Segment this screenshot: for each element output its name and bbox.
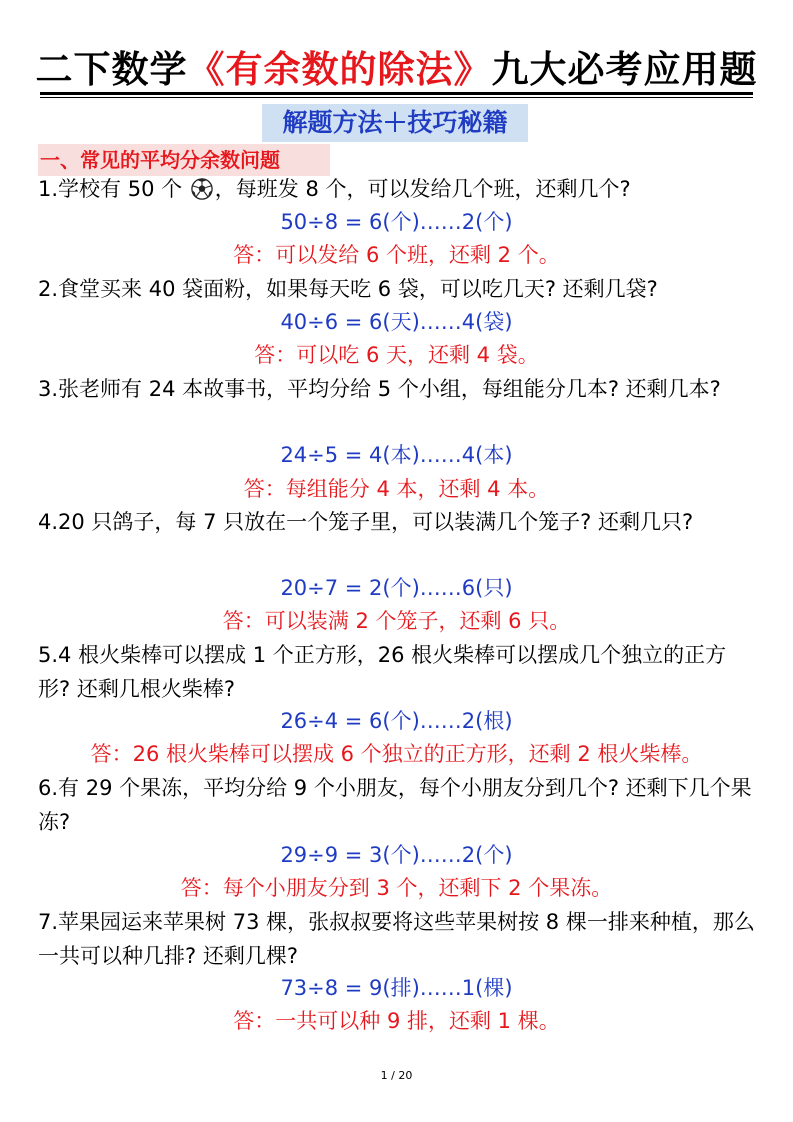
problem-3-question: 3.张老师有 24 本故事书，平均分给 5 个小组，每组能分几本? 还剩几本?	[38, 377, 721, 401]
problem-1-question-start: 1.学校有 50 个	[38, 177, 183, 201]
problem-5-equation: 26÷4 = 6(个)……2(根)	[280, 709, 513, 733]
problem-3-equation: 24÷5 = 4(本)……4(本)	[280, 443, 513, 467]
problem-1-question-end: ，每班发 8 个，可以发给几个班，还剩几个?	[214, 177, 631, 201]
problem-1-answer: 答：可以发给 6 个班，还剩 2 个。	[233, 243, 560, 267]
soccer-ball-icon	[191, 178, 213, 200]
page-title	[0, 48, 793, 92]
problem-7-question: 7.苹果园运来苹果树 73 棵，张叔叔要将这些苹果树按 8 棵一排来种植，那么一共可以种几排? 还剩几棵?	[38, 910, 755, 968]
problem-7-equation: 73÷8 = 9(排)……1(棵)	[280, 976, 513, 1000]
problem-6-equation: 29÷9 = 3(个)……2(个)	[280, 843, 513, 867]
problem-4-question: 4.20 只鸽子，每 7 只放在一个笼子里，可以装满几个笼子? 还剩几只?	[38, 510, 694, 534]
title-highlight: 《有余数的除法》	[187, 48, 492, 91]
title-rule-thick	[40, 92, 753, 95]
problem-5-question: 5.4 根火柴棒可以摆成 1 个正方形，26 根火柴棒可以摆成几个独立的正方形? 还剩几根火柴棒?	[38, 643, 727, 701]
problem-6-question: 6.有 29 个果冻，平均分给 9 个小朋友，每个小朋友分到几个? 还剩下几个果冻?	[38, 776, 752, 834]
title-prefix: 二下数学	[35, 48, 188, 91]
problem-7-answer: 答：一共可以种 9 排，还剩 1 棵。	[233, 1009, 560, 1033]
problem-5-answer: 答：26 根火柴棒可以摆成 6 个独立的正方形，还剩 2 根火柴棒。	[90, 742, 703, 766]
title-suffix: 九大必考应用题	[491, 48, 758, 91]
problem-2-equation: 40÷6 = 6(天)……4(袋)	[280, 310, 513, 334]
problem-1-question	[38, 172, 756, 206]
title-rule-thin	[40, 97, 753, 98]
problem-6-answer: 答：每个小朋友分到 3 个，还剩下 2 个果冻。	[180, 876, 613, 900]
problem-1-equation: 50÷8 = 6(个)……2(个)	[280, 210, 513, 234]
section-heading: 一、常见的平均分余数问题	[38, 144, 330, 176]
problem-4-answer: 答：可以装满 2 个笼子，还剩 6 只。	[222, 609, 571, 633]
problem-2-question: 2.食堂买来 40 袋面粉，如果每天吃 6 袋，可以吃几天? 还剩几袋?	[38, 277, 658, 301]
subtitle: 解题方法＋技巧秘籍	[262, 104, 528, 142]
problem-2-answer: 答：可以吃 6 天，还剩 4 袋。	[254, 343, 539, 367]
problem-4-equation: 20÷7 = 2(个)……6(只)	[280, 576, 513, 600]
page-number: 1 / 20	[380, 1069, 413, 1082]
problem-3-answer: 答：每组能分 4 本，还剩 4 本。	[243, 477, 550, 501]
